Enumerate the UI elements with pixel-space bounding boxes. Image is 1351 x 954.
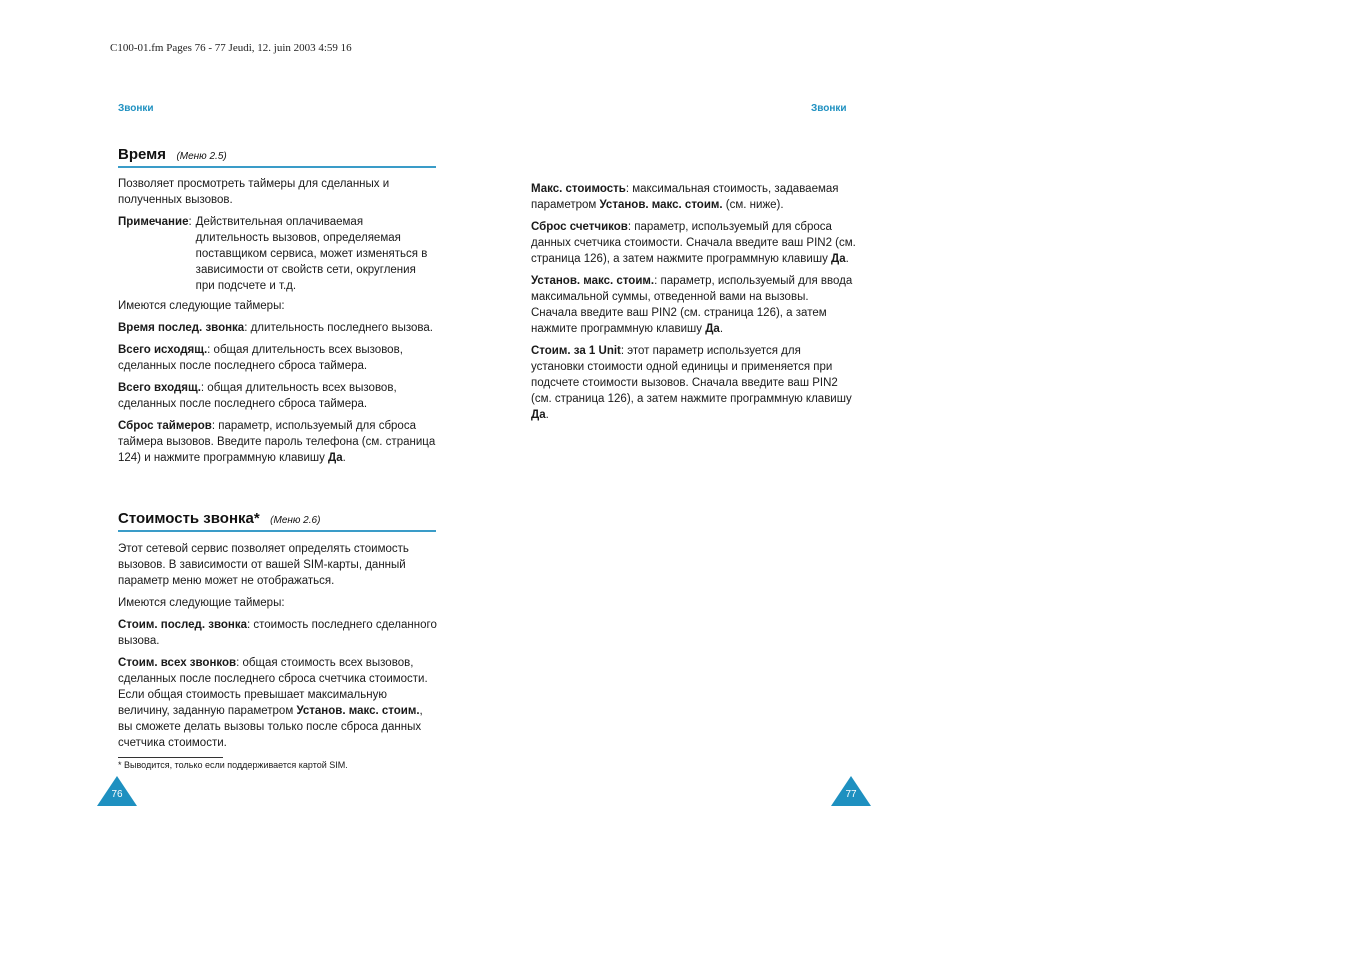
- timer-term: Всего входящ.: [118, 382, 201, 394]
- footnote: * Выводится, только если поддерживается картой SIM.: [118, 760, 348, 770]
- timer-desc: : общая длительность всех вызовов, сделанных после последнего сброса таймера.: [118, 344, 403, 372]
- param-desc: : этот параметр используется для установки стоимости одной единицы и применяется при подсчете стоимости вызовов. Сначала введите ваш PIN2 (см. страница 126), а затем нажмите программную клавишу: [531, 345, 852, 405]
- param-mid-bold: Да: [831, 253, 846, 265]
- param-desc2: .: [545, 409, 549, 421]
- param-desc: : максимальная стоимость, задаваемая параметром: [531, 183, 839, 211]
- param-term: Сброс счетчиков: [531, 221, 628, 233]
- timer-tail: .: [342, 452, 346, 464]
- page-number-left: 76: [111, 789, 123, 800]
- heading-time: [118, 146, 436, 168]
- right-column: [531, 181, 856, 429]
- timer-item: [118, 418, 438, 466]
- timer-item: [118, 320, 438, 336]
- timer-desc: : параметр, используемый для сброса таймера вызовов. Введите пароль телефона (см. страница 124) и нажмите программную клавишу: [118, 420, 436, 464]
- param-mid-bold: Установ. макс. стоим.: [599, 199, 723, 211]
- intro2-paragraph: Этот сетевой сервис позволяет определять стоимость вызовов. В зависимости от вашей SIM-карты, данный параметр меню может не отображаться.: [118, 543, 409, 587]
- timers-lead2: Имеются следующие таймеры:: [118, 597, 285, 609]
- cost-term: Стоим. послед. звонка: [118, 619, 247, 631]
- param-desc2: .: [719, 323, 724, 335]
- cost-desc: : общая стоимость всех вызовов, сделанных после последнего сброса счетчика стоимости. Если общая стоимость превышает максимальную величину, заданную параметром: [118, 657, 428, 717]
- cost-item: [118, 655, 438, 751]
- timer-item: [118, 380, 438, 412]
- param-item: [531, 343, 856, 423]
- param-item: [531, 181, 856, 213]
- cost-item: [118, 617, 438, 649]
- param-item: [531, 219, 856, 267]
- param-term: Установ. макс. стоим.: [531, 275, 655, 287]
- heading-cost: [118, 510, 436, 532]
- timer-desc: : длительность последнего вызова.: [244, 322, 433, 334]
- param-mid-bold: Да: [705, 323, 720, 335]
- heading-cost-title: Стоимость звонка*: [118, 510, 260, 527]
- heading-cost-menu: (Меню 2.6): [270, 515, 321, 526]
- left-column-top: [118, 176, 438, 472]
- footnote-rule: [118, 757, 223, 758]
- timer-term: Время послед. звонка: [118, 322, 245, 334]
- section-label-left: Звонки: [118, 103, 154, 114]
- param-desc2: (см. ниже).: [722, 199, 784, 211]
- note-label: Примечание: [118, 216, 189, 228]
- param-desc: : параметр, используемый для сброса данных счетчика стоимости. Сначала введите ваш PIN2 (см. страница 126), а затем нажмите программную клавишу: [531, 221, 856, 265]
- timer-term: Сброс таймеров: [118, 420, 212, 432]
- timers-lead: Имеются следующие таймеры:: [118, 300, 285, 312]
- param-item: [531, 273, 856, 337]
- heading-time-title: Время: [118, 146, 166, 163]
- cost-term: Стоим. всех звонков: [118, 657, 237, 669]
- intro-paragraph: Позволяет просмотреть таймеры для сделанных и полученных вызовов.: [118, 178, 390, 206]
- timer-term: Всего исходящ.: [118, 344, 208, 356]
- cost-mid-bold: Установ. макс. стоим.: [296, 705, 420, 717]
- heading-time-menu: (Меню 2.5): [176, 151, 227, 162]
- param-desc2: .: [845, 253, 849, 265]
- page-number-right: 77: [845, 789, 857, 800]
- note-text: Действительная оплачиваемая длительность вызовов, определяемая поставщиком сервиса, может изменяться в зависимости от свойств сети, округления при подсчете и т.д.: [195, 216, 428, 292]
- cost-desc2: , вы сможете делать вызовы только после сброса данных счетчика стоимости.: [118, 705, 423, 749]
- timer-tail-bold: Да: [328, 452, 343, 464]
- param-desc: : параметр, используемый для ввода максимальной суммы, отведенной вами на вызовы. Сначала введите ваш PIN2 (см. страница 126), а затем нажмите программную клавишу: [531, 275, 853, 335]
- section-label-right: Звонки: [811, 103, 847, 114]
- param-term: Стоим. за 1 Unit: [531, 345, 621, 357]
- timer-desc: : общая длительность всех вызовов, сделанных после последнего сброса таймера.: [118, 382, 397, 410]
- left-column-bottom: [118, 541, 438, 757]
- param-term: Макс. стоимость: [531, 183, 626, 195]
- timer-item: [118, 342, 438, 374]
- param-mid-bold: Да: [531, 409, 546, 421]
- file-info-line: C100-01.fm Pages 76 - 77 Jeudi, 12. juin 2003 4:59 16: [110, 42, 352, 54]
- cost-desc: : стоимость последнего сделанного вызова.: [118, 619, 437, 647]
- note-block: Примечание: Действительная оплачиваемая длительность вызовов, определяемая поставщиком сервиса, может изменяться в зависимости от свойств сети, округления при подсчете и т.д.: [118, 214, 438, 294]
